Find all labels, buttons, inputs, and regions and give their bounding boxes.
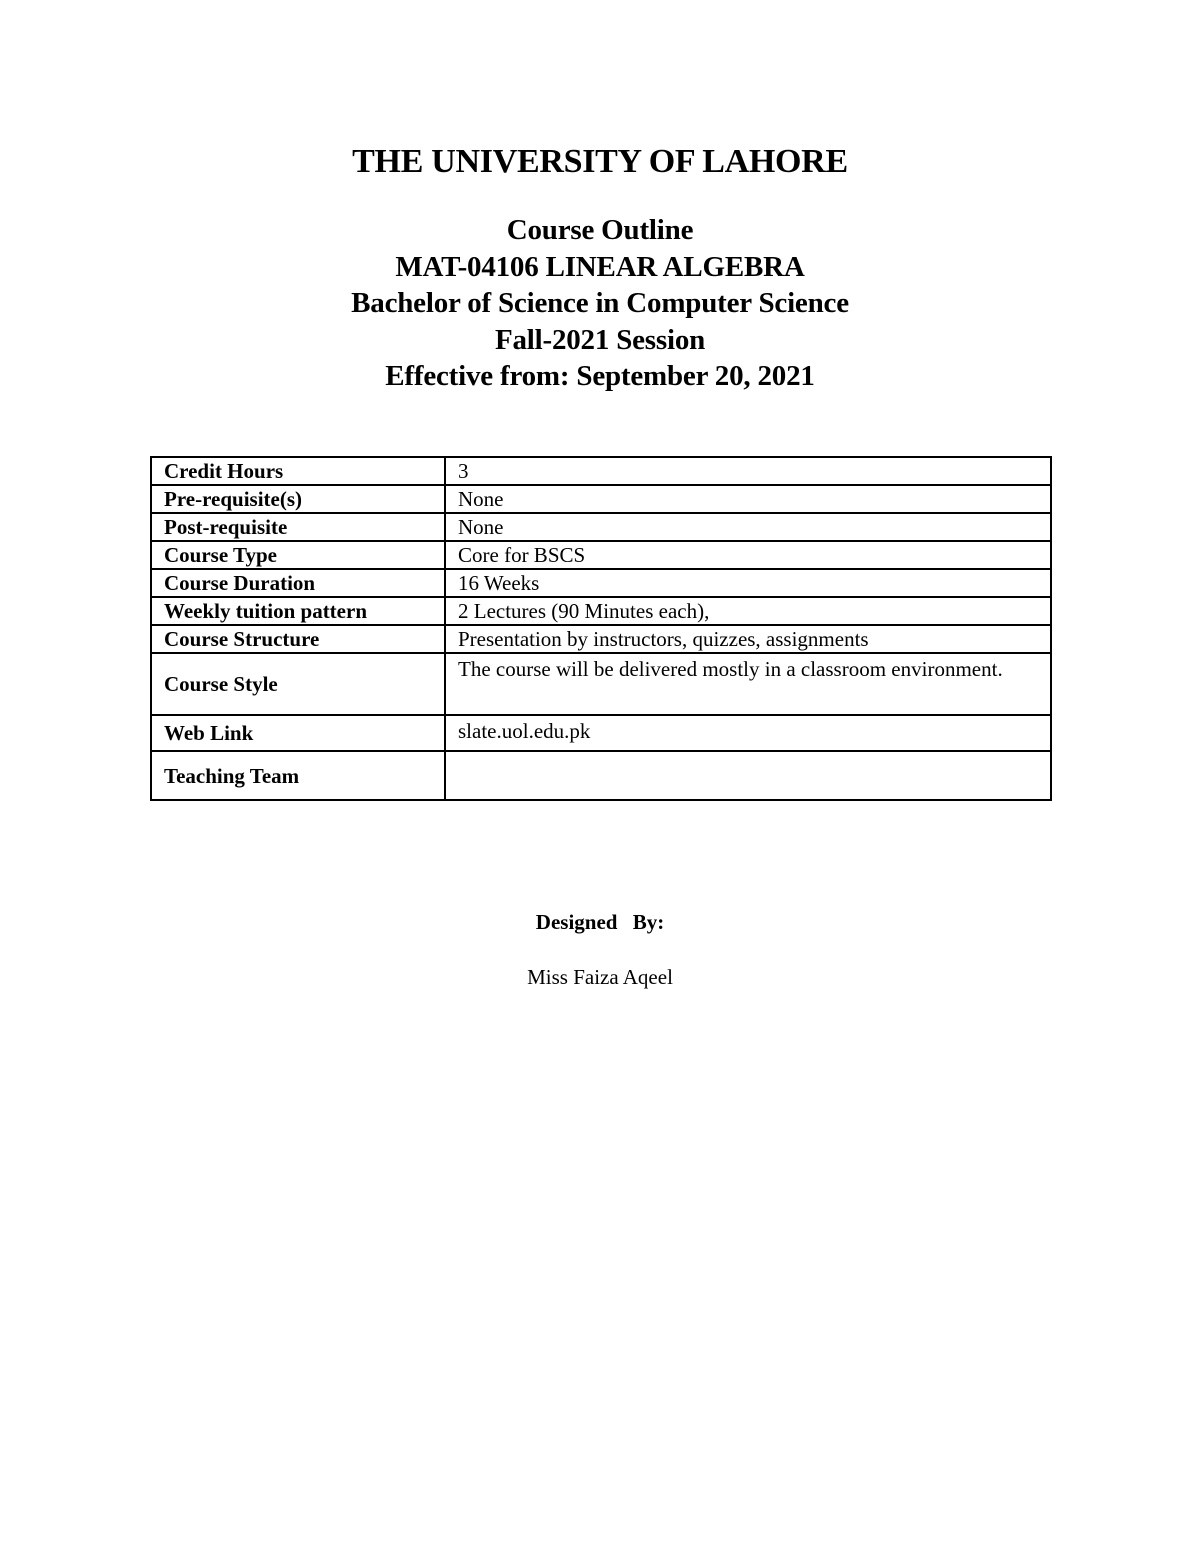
row-value-post-requisite: None	[445, 513, 1051, 541]
table-row	[151, 597, 1051, 625]
row-value-prerequisites: None	[445, 485, 1051, 513]
session: Fall-2021 Session	[494, 323, 706, 356]
row-label-teaching-team: Teaching Team	[151, 751, 445, 800]
row-label-web-link: Web Link	[151, 715, 445, 751]
table-row	[151, 653, 1051, 715]
row-label-credit-hours: Credit Hours	[151, 457, 445, 485]
table-row	[151, 715, 1051, 751]
row-label-tuition-pattern: Weekly tuition pattern	[151, 597, 445, 625]
table-row	[151, 569, 1051, 597]
row-value-course-type: Core for BSCS	[445, 541, 1051, 569]
row-value-teaching-team	[445, 751, 1051, 800]
course-info-table	[150, 456, 1052, 801]
course-code-title: MAT-04106 LINEAR ALGEBRA	[395, 250, 805, 283]
table-row	[151, 485, 1051, 513]
table-row	[151, 625, 1051, 653]
row-value-course-structure: Presentation by instructors, quizzes, assignments	[445, 625, 1051, 653]
designer-name: Miss Faiza Aqeel	[527, 965, 673, 989]
designed-by-label: Designed By:	[535, 910, 665, 934]
table-row	[151, 457, 1051, 485]
row-label-course-structure: Course Structure	[151, 625, 445, 653]
degree-program: Bachelor of Science in Computer Science	[351, 287, 849, 319]
row-value-tuition-pattern: 2 Lectures (90 Minutes each),	[445, 597, 1051, 625]
row-value-credit-hours: 3	[445, 457, 1051, 485]
row-label-course-duration: Course Duration	[151, 569, 445, 597]
effective-date: Effective from: September 20, 2021	[385, 360, 815, 392]
row-label-course-style: Course Style	[151, 653, 445, 715]
table-row	[151, 513, 1051, 541]
course-header	[0, 212, 1200, 395]
row-value-web-link: slate.uol.edu.pk	[445, 715, 1051, 751]
table-row	[151, 541, 1051, 569]
course-outline-heading: Course Outline	[506, 214, 694, 246]
row-value-course-duration: 16 Weeks	[445, 569, 1051, 597]
table-row	[151, 751, 1051, 800]
row-label-prerequisites: Pre-requisite(s)	[151, 485, 445, 513]
university-title: THE UNIVERSITY OF LAHORE	[352, 143, 848, 180]
row-label-post-requisite: Post-requisite	[151, 513, 445, 541]
row-value-course-style: The course will be delivered mostly in a classroom environment.	[445, 653, 1051, 715]
row-label-course-type: Course Type	[151, 541, 445, 569]
